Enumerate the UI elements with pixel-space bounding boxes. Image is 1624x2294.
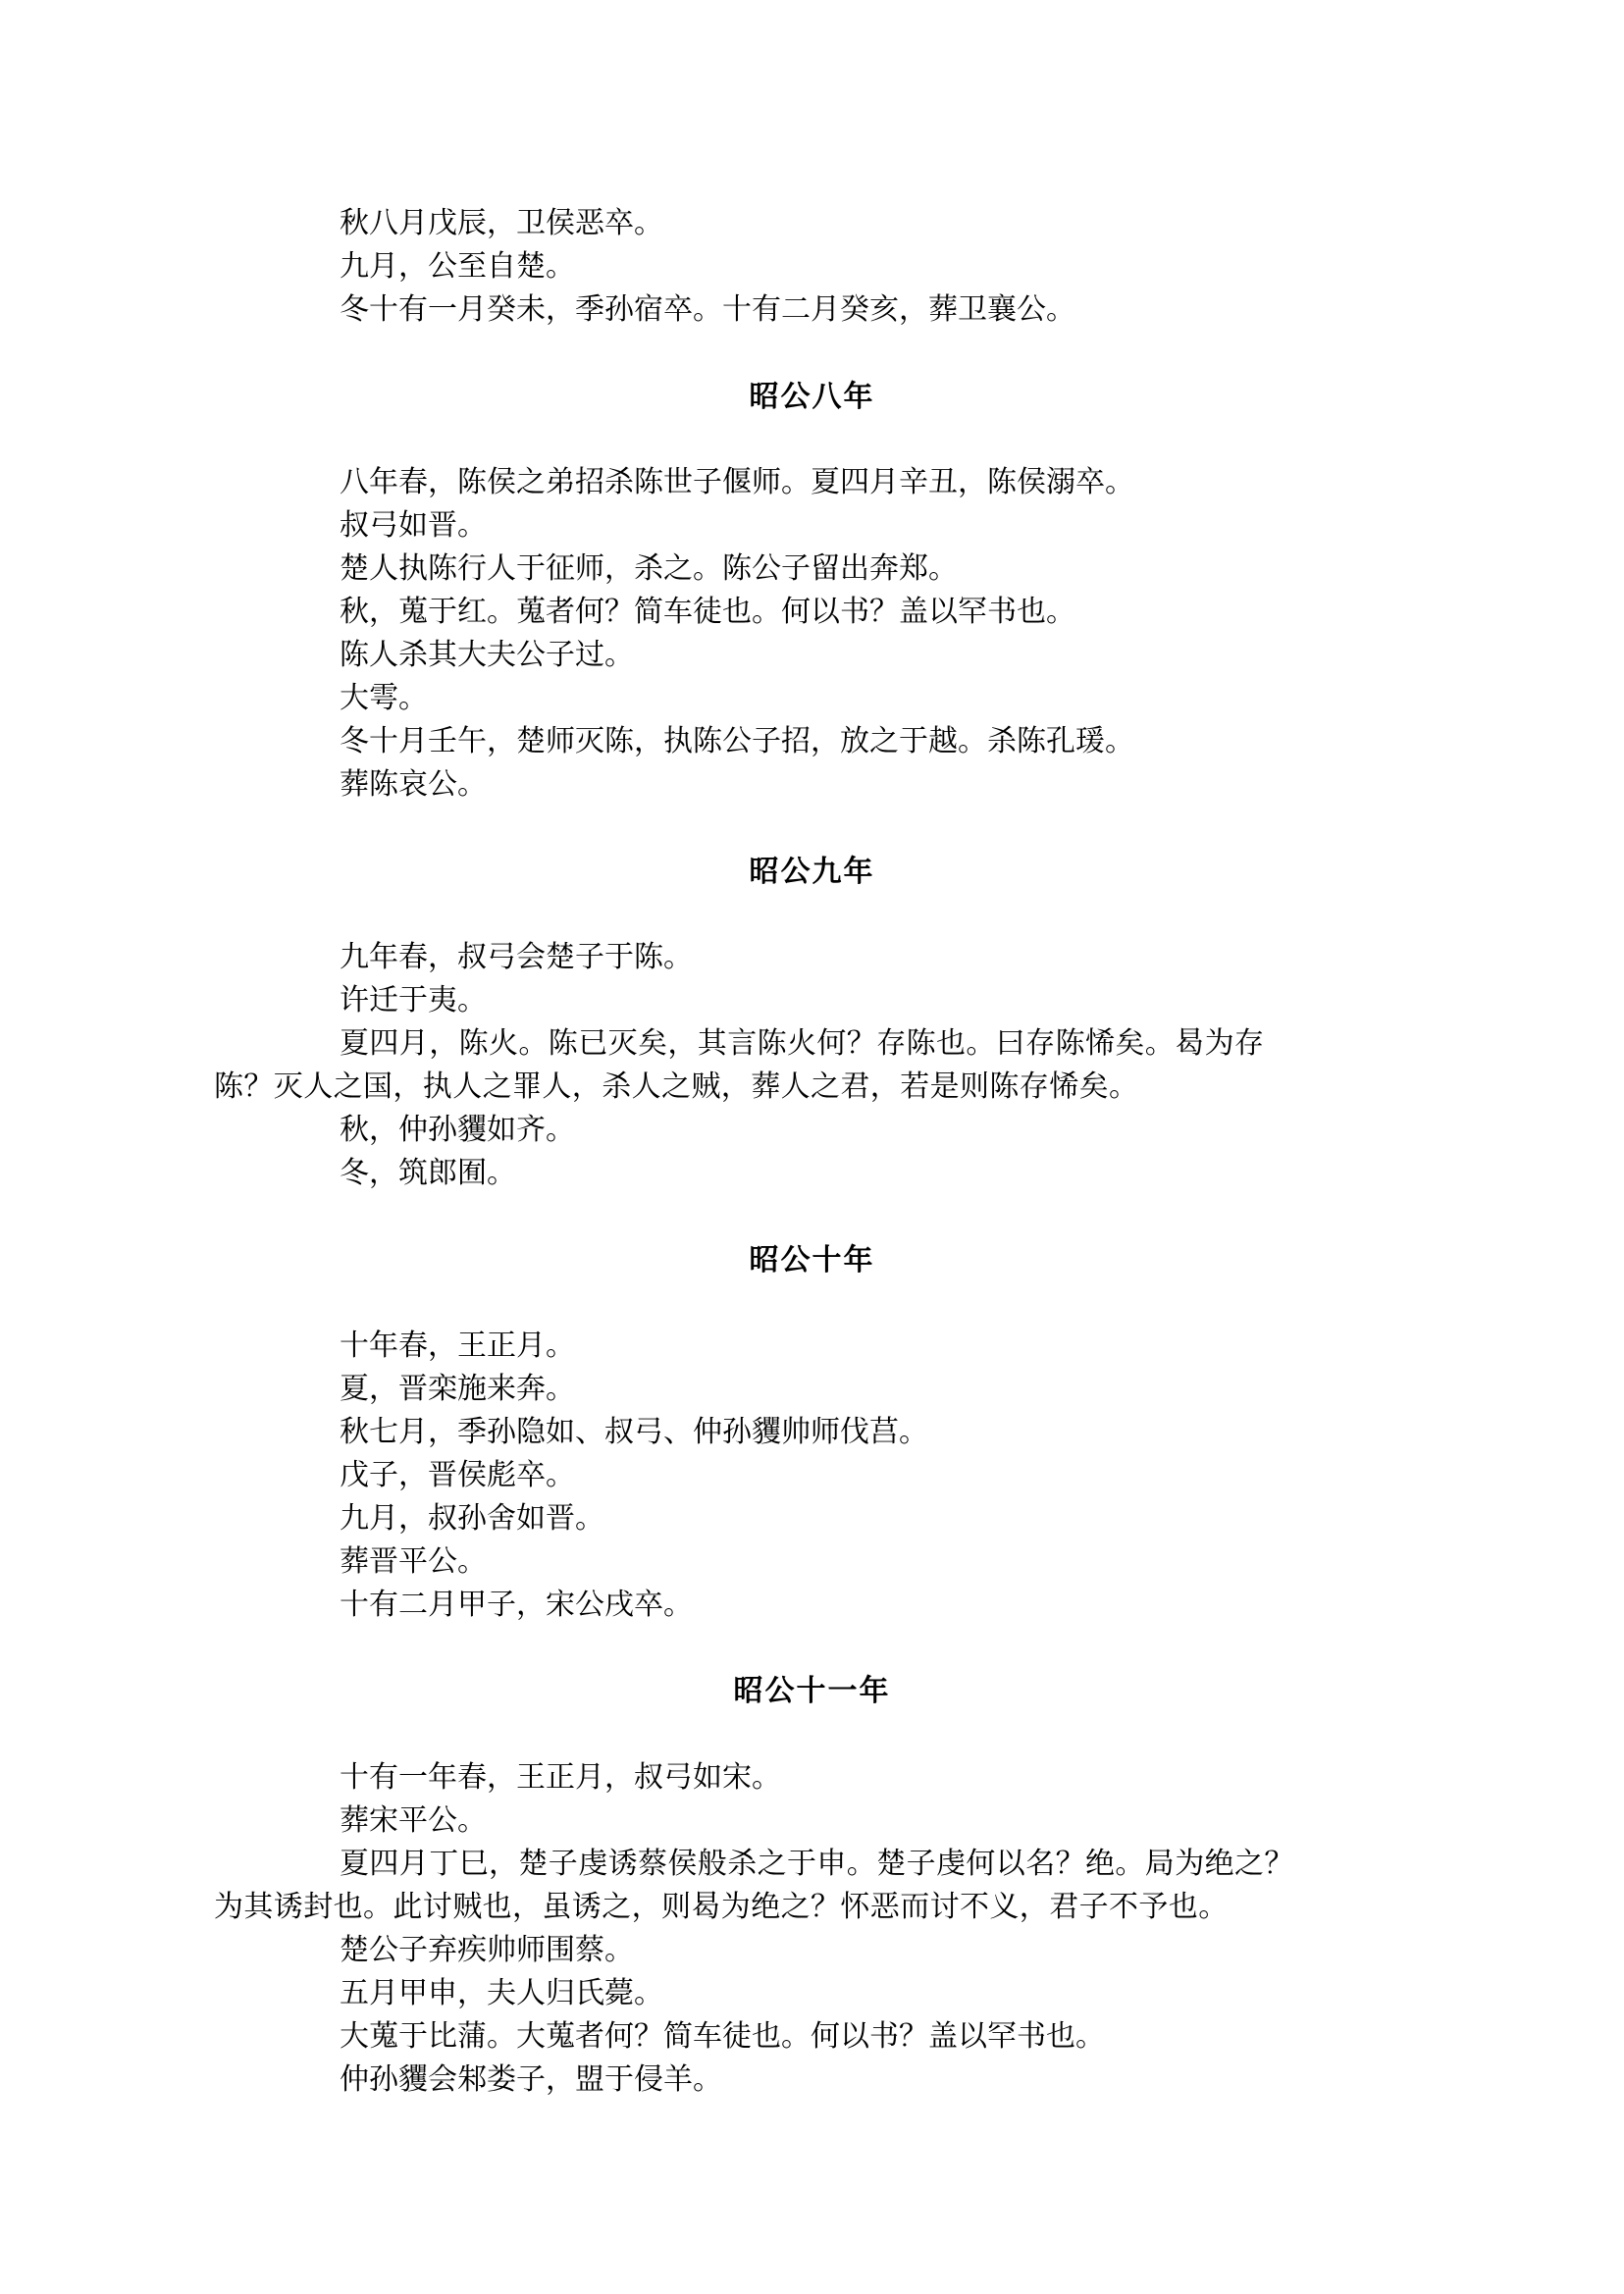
- paragraph: 仲孙貜会邾娄子，盟于侵羊。: [340, 2062, 722, 2097]
- paragraph: 五月甲申，夫人归氏薨。: [340, 1976, 663, 2010]
- paragraph: 葬陈哀公。: [340, 767, 487, 802]
- paragraph: 陈人杀其大夫公子过。: [340, 638, 634, 672]
- paragraph: 十年春，王正月。: [340, 1329, 575, 1363]
- paragraph: 大蒐于比蒲。大蒐者何？简车徒也。何以书？盖以罕书也。: [340, 2019, 1105, 2054]
- paragraph: 十有一年春，王正月，叔弓如宋。: [340, 1760, 781, 1795]
- paragraph: 冬，筑郎囿。: [340, 1156, 516, 1190]
- paragraph: 戊子，晋侯彪卒。: [340, 1458, 575, 1492]
- section-zhaogong-10: [277, 1325, 1376, 1627]
- paragraph: 九月，叔孙舍如晋。: [340, 1501, 604, 1536]
- paragraph: 冬十月壬午，楚师灭陈，执陈公子招，放之于越。杀陈孔瑗。: [340, 724, 1134, 758]
- paragraph: 葬晋平公。: [340, 1544, 487, 1579]
- paragraph: 秋八月戊辰，卫侯恶卒。: [340, 206, 663, 240]
- paragraph: 夏四月丁巳，楚子虔诱蔡侯般杀之于申。楚子虔何以名？绝。局为绝之？为其诱封也。此讨贼也，虽诱之，则曷为绝之？怀恶而讨不义，君子不予也。: [214, 1847, 1294, 1924]
- paragraph: 秋，蒐于红。蒐者何？简车徒也。何以书？盖以罕书也。: [340, 595, 1075, 629]
- paragraph: 秋七月，季孙隐如、叔弓、仲孙貜帅师伐莒。: [340, 1415, 928, 1449]
- paragraph: 九月，公至自楚。: [340, 249, 575, 284]
- paragraph: 冬十有一月癸未，季孙宿卒。十有二月癸亥，葬卫襄公。: [340, 292, 1075, 327]
- paragraph: 楚人执陈行人于征师，杀之。陈公子留出奔郑。: [340, 551, 958, 586]
- paragraph: 大雩。: [340, 681, 428, 715]
- paragraph: 葬宋平公。: [340, 1803, 487, 1838]
- paragraph: 夏四月，陈火。陈已灭矣，其言陈火何？存陈也。曰存陈悕矣。曷为存陈？灭人之国，执人之罪人，杀人之贼，葬人之君，若是则陈存悕矣。: [214, 1026, 1265, 1104]
- paragraph: 秋，仲孙貜如齐。: [340, 1113, 575, 1147]
- section-heading-zhaogong-10: 昭公十年: [749, 1243, 875, 1277]
- section-zhaogong-9: [214, 936, 1376, 1195]
- paragraph: 夏，晋栾施来奔。: [340, 1372, 575, 1406]
- paragraph: 八年春，陈侯之弟招杀陈世子偃师。夏四月辛丑，陈侯溺卒。: [340, 465, 1134, 499]
- paragraph: 十有二月甲子，宋公戌卒。: [340, 1588, 693, 1622]
- section-zhaogong-11: [214, 1756, 1376, 2102]
- section-heading-zhaogong-9: 昭公九年: [749, 855, 875, 889]
- section-zhaogong-8: [277, 461, 1376, 807]
- paragraph: 楚公子弃疾帅师围蔡。: [340, 1933, 634, 1967]
- section-heading-zhaogong-8: 昭公八年: [749, 380, 875, 414]
- paragraph: 九年春，叔弓会楚子于陈。: [340, 940, 693, 974]
- section-heading-zhaogong-11: 昭公十一年: [733, 1674, 891, 1708]
- paragraph: 叔弓如晋。: [340, 508, 487, 543]
- paragraph: 许迁于夷。: [340, 983, 487, 1017]
- section-continuation: [277, 202, 1376, 332]
